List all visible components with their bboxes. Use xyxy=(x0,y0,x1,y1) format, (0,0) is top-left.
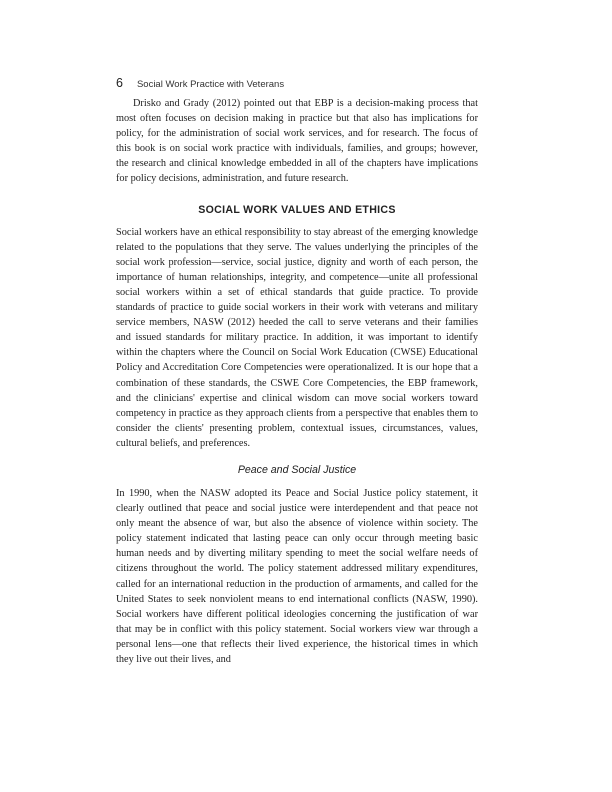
section-heading: SOCIAL WORK VALUES AND ETHICS xyxy=(198,203,396,216)
book-page xyxy=(116,76,478,667)
running-head-title: Social Work Practice with Veterans xyxy=(136,79,285,90)
values-paragraph: Social workers have an ethical responsibility to stay abreast of the emerging knowledge related to the populations that they serve. The values underlying the principles of the social work profession—service, social justice, dignity and worth of each person, the importance of human relationships, integrity, and competence—unite all professional social workers within a set of ethical standards that guide practice. To provide standards of practice to guide social workers in their work with veterans and military service members, NASW (2012) heeded the call to serve veterans and their families and issued standards for military practice. In addition, it was important to identify within the chapters where the Council on Social Work Education (CWSE) Educational Policy and Accreditation Core Competencies were operationalized. It is our hope that a combination of these standards, the CSWE Core Competencies, the EBP framework, and the clinicians' expertise and clinical wisdom can move social workers toward competency in practice as they approach clients from a perspective that enables them to consider the clients' presenting problem, contextual issues, circumstances, values, cultural beliefs, and preferences. xyxy=(116,226,478,449)
subsection-heading: Peace and Social Justice xyxy=(237,463,357,476)
page-number: 6 xyxy=(116,76,123,90)
intro-paragraph: Drisko and Grady (2012) pointed out that EBP is a decision-making process that most often focuses on decision making in practice but that also has implications for policy, for the administration of social work services, and for research. The focus of this book is on social work practice with individuals, families, and groups; however, the research and clinical knowledge embedded in all of the chapters have implications for policy decisions, administration, and future research. xyxy=(116,98,478,185)
running-head xyxy=(116,76,478,96)
peace-paragraph: In 1990, when the NASW adopted its Peace and Social Justice policy statement, it clearly outlined that peace and social justice were interdependent and that peace not only meant the absence of war, but also the absence of violence within society. The policy statement indicated that lasting peace can only occur through meeting basic human needs and by diverting military spending to meet the social welfare needs of citizens throughout the world. The policy statement addressed military expenditures, called for an international reduction in the production of armaments, and called for the United States to seek nonviolent means to end international conflicts (NASW, 1990). Social workers have different political ideologies concerning the justification of war that may be in conflict with this policy statement. Social workers view war through a personal lens—one that reflects their lived experience, the historical times in which they live out their lives, and xyxy=(116,487,478,665)
